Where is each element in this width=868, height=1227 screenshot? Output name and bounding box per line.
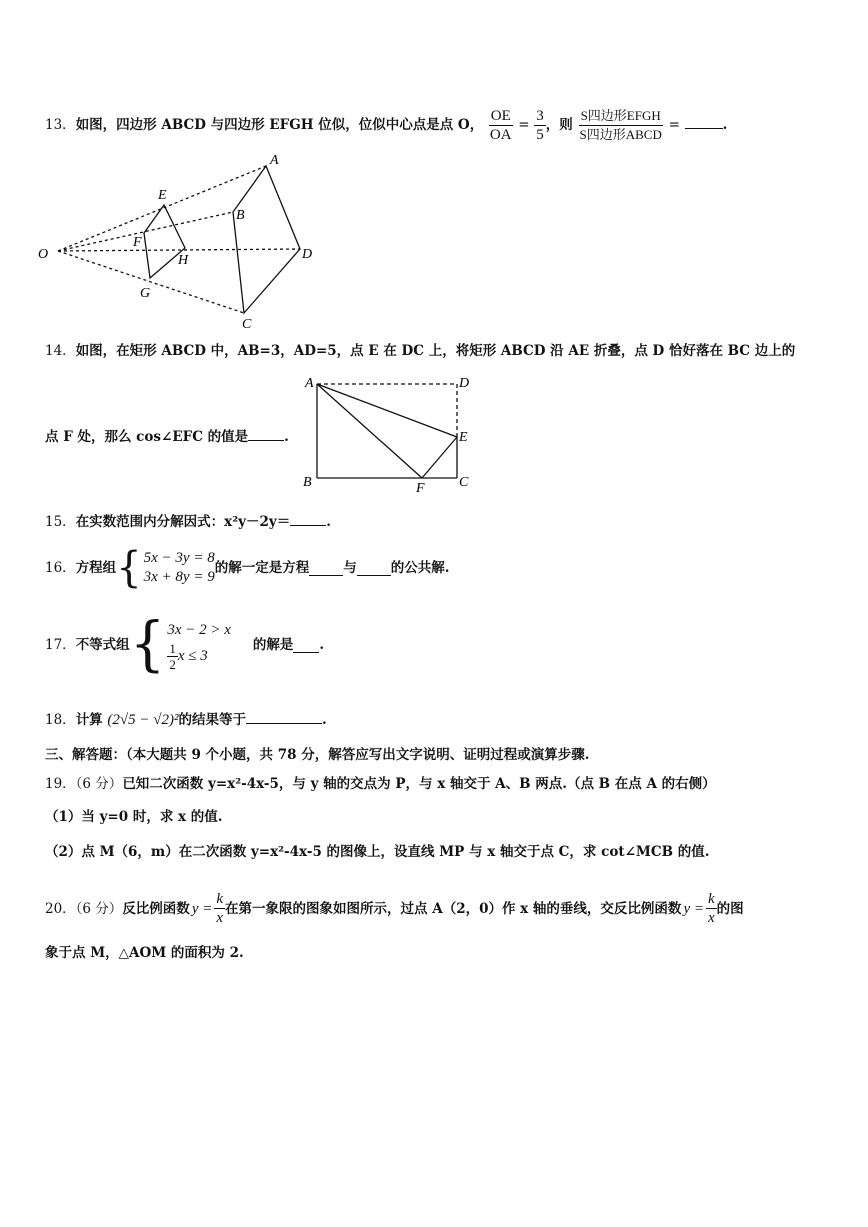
q17-half: $\frac{1}{2}$	[169, 640, 176, 672]
figure-14-rectangle-fold	[300, 372, 480, 492]
label-b: B	[303, 475, 312, 490]
q17-ineq1: 3x − 2 > x	[167, 621, 231, 638]
q15-text: 在实数范围内分解因式：x²y－2y＝	[75, 514, 291, 530]
q17-line: 17． 不等式组 { 3x − 2 > x $\frac{1}{2}$ x ≤ 3 的解是 .	[45, 610, 325, 679]
q13-text: 如图，四边形 ABCD 与四边形 EFGH 位似，位似中心点是点 O，	[75, 117, 484, 133]
section-3-heading: 三、解答题：（本大题共 9 个小题，共 78 分，解答应写出文字说明、证明过程或演算步骤.	[45, 747, 590, 763]
q13-answer-blank	[685, 114, 723, 129]
label-d: D	[302, 247, 313, 262]
q16-line: 16． 方程组 { 5x − 3y = 8 3x + 8y = 9 的解一定是方程 与 的公共解.	[45, 543, 450, 593]
label-h: H	[178, 253, 189, 268]
q18-answer-blank	[246, 709, 322, 724]
q14-line1: 14．如图，在矩形 ABCD 中，AB=3，AD=5，点 E 在 DC 上，将矩形 ABCD 沿 AE 折叠，点 D 恰好落在 BC 边上的	[45, 343, 796, 359]
q19-part1: （1）当 y=0 时，求 x 的值.	[45, 809, 223, 825]
q14-line2: 点 F 处，那么 cos∠EFC 的值是 .	[45, 426, 289, 447]
q16-blank-1	[309, 561, 343, 576]
q20-func-lhs-1: y =	[191, 900, 213, 917]
q20-line2: 象于点 M，△AOM 的面积为 2.	[45, 945, 244, 961]
q16-eq2: 3x + 8y = 9	[143, 569, 215, 585]
q14-text: 如图，在矩形 ABCD 中，AB=3，AD=5，点 E 在 DC 上，将矩形 ABCD 沿 AE 折叠，点 D 恰好落在 BC 边上的	[75, 343, 796, 359]
label-e: E	[459, 430, 468, 445]
label-g: G	[140, 286, 151, 301]
q17-ineq2: x ≤ 3	[177, 648, 208, 664]
label-c: C	[459, 475, 469, 490]
q13-ratio-oe-oa: $\frac{OE}{OA}$	[489, 108, 512, 143]
q17-inequality-system: { 3x − 2 > x $\frac{1}{2}$ x ≤ 3	[129, 610, 231, 679]
label-e: E	[158, 188, 167, 203]
segment-af	[317, 384, 422, 478]
q13-ratio-value: $\frac{3}{5}$	[536, 108, 544, 143]
q18-expression: (2√5 − √2)²	[107, 712, 179, 728]
label-c: C	[242, 317, 252, 332]
ray-oc	[58, 251, 244, 313]
q18-line: 18．计算 (2√5 − √2)²的结果等于 .	[45, 709, 327, 730]
label-d: D	[459, 376, 470, 391]
label-b: B	[236, 208, 245, 223]
label-o: O	[38, 247, 49, 262]
fold-ae	[317, 384, 457, 437]
q20-func-lhs-2: y =	[683, 900, 704, 917]
q15-answer-blank	[290, 511, 326, 526]
label-a: A	[270, 153, 279, 168]
quad-abcd	[233, 166, 300, 313]
q14-answer-blank	[248, 426, 284, 441]
segment-fe	[422, 437, 457, 478]
q19-line: 19．（6 分）已知二次函数 y=x²-4x-5，与 y 轴的交点为 P，与 x 轴交于 A、B 两点.（点 B 在点 A 的右侧）	[45, 776, 716, 792]
label-f: F	[133, 235, 142, 250]
q16-blank-2	[357, 561, 391, 576]
figure-13-homothety	[30, 150, 330, 335]
q19-text: 已知二次函数 y=x²-4x-5，与 y 轴的交点为 P，与 x 轴交于 A、B 两点.（点 B 在点 A 的右侧）	[122, 776, 716, 792]
q20-line1: 20．（6 分） 反比例函数 y = $\frac{k}{x}$ 在第一象限的图象如图所示，过点 A（2，0）作 x 轴的垂线，交反比例函数 y = $\frac{k}{x}$ 的图	[45, 891, 744, 926]
q19-part2: （2）点 M（6，m）在二次函数 y=x²-4x-5 的图像上，设直线 MP 与 x 轴交于点 C，求 cot∠MCB 的值.	[45, 844, 710, 860]
q13-line: 13．如图，四边形 ABCD 与四边形 EFGH 位似，位似中心点是点 O， $\frac{OE}{OA}$ = $\frac{3}{5}$ ，则 $\frac{\text{S四边形EFGH}}{\text{S四边形ABCD}}$ = .	[45, 108, 728, 143]
q20-func-frac-1: $\frac{k}{x}$	[216, 891, 224, 926]
q17-answer-blank	[293, 638, 319, 653]
label-f: F	[416, 481, 425, 492]
q14-text-2: 点 F 处，那么 cos∠EFC 的值是	[45, 429, 249, 445]
q16-equation-system: { 5x − 3y = 8 3x + 8y = 9	[116, 543, 215, 593]
ray-od	[58, 249, 300, 251]
q16-eq1: 5x − 3y = 8	[143, 550, 215, 566]
q13-number: 13．	[45, 117, 76, 133]
label-a: A	[305, 376, 314, 391]
q15-line: 15．在实数范围内分解因式：x²y－2y＝ .	[45, 511, 331, 532]
q13-area-ratio: $\frac{\text{S四边形EFGH}}{\text{S四边形ABCD}}$	[579, 108, 662, 142]
q20-func-frac-2: $\frac{k}{x}$	[707, 891, 715, 926]
